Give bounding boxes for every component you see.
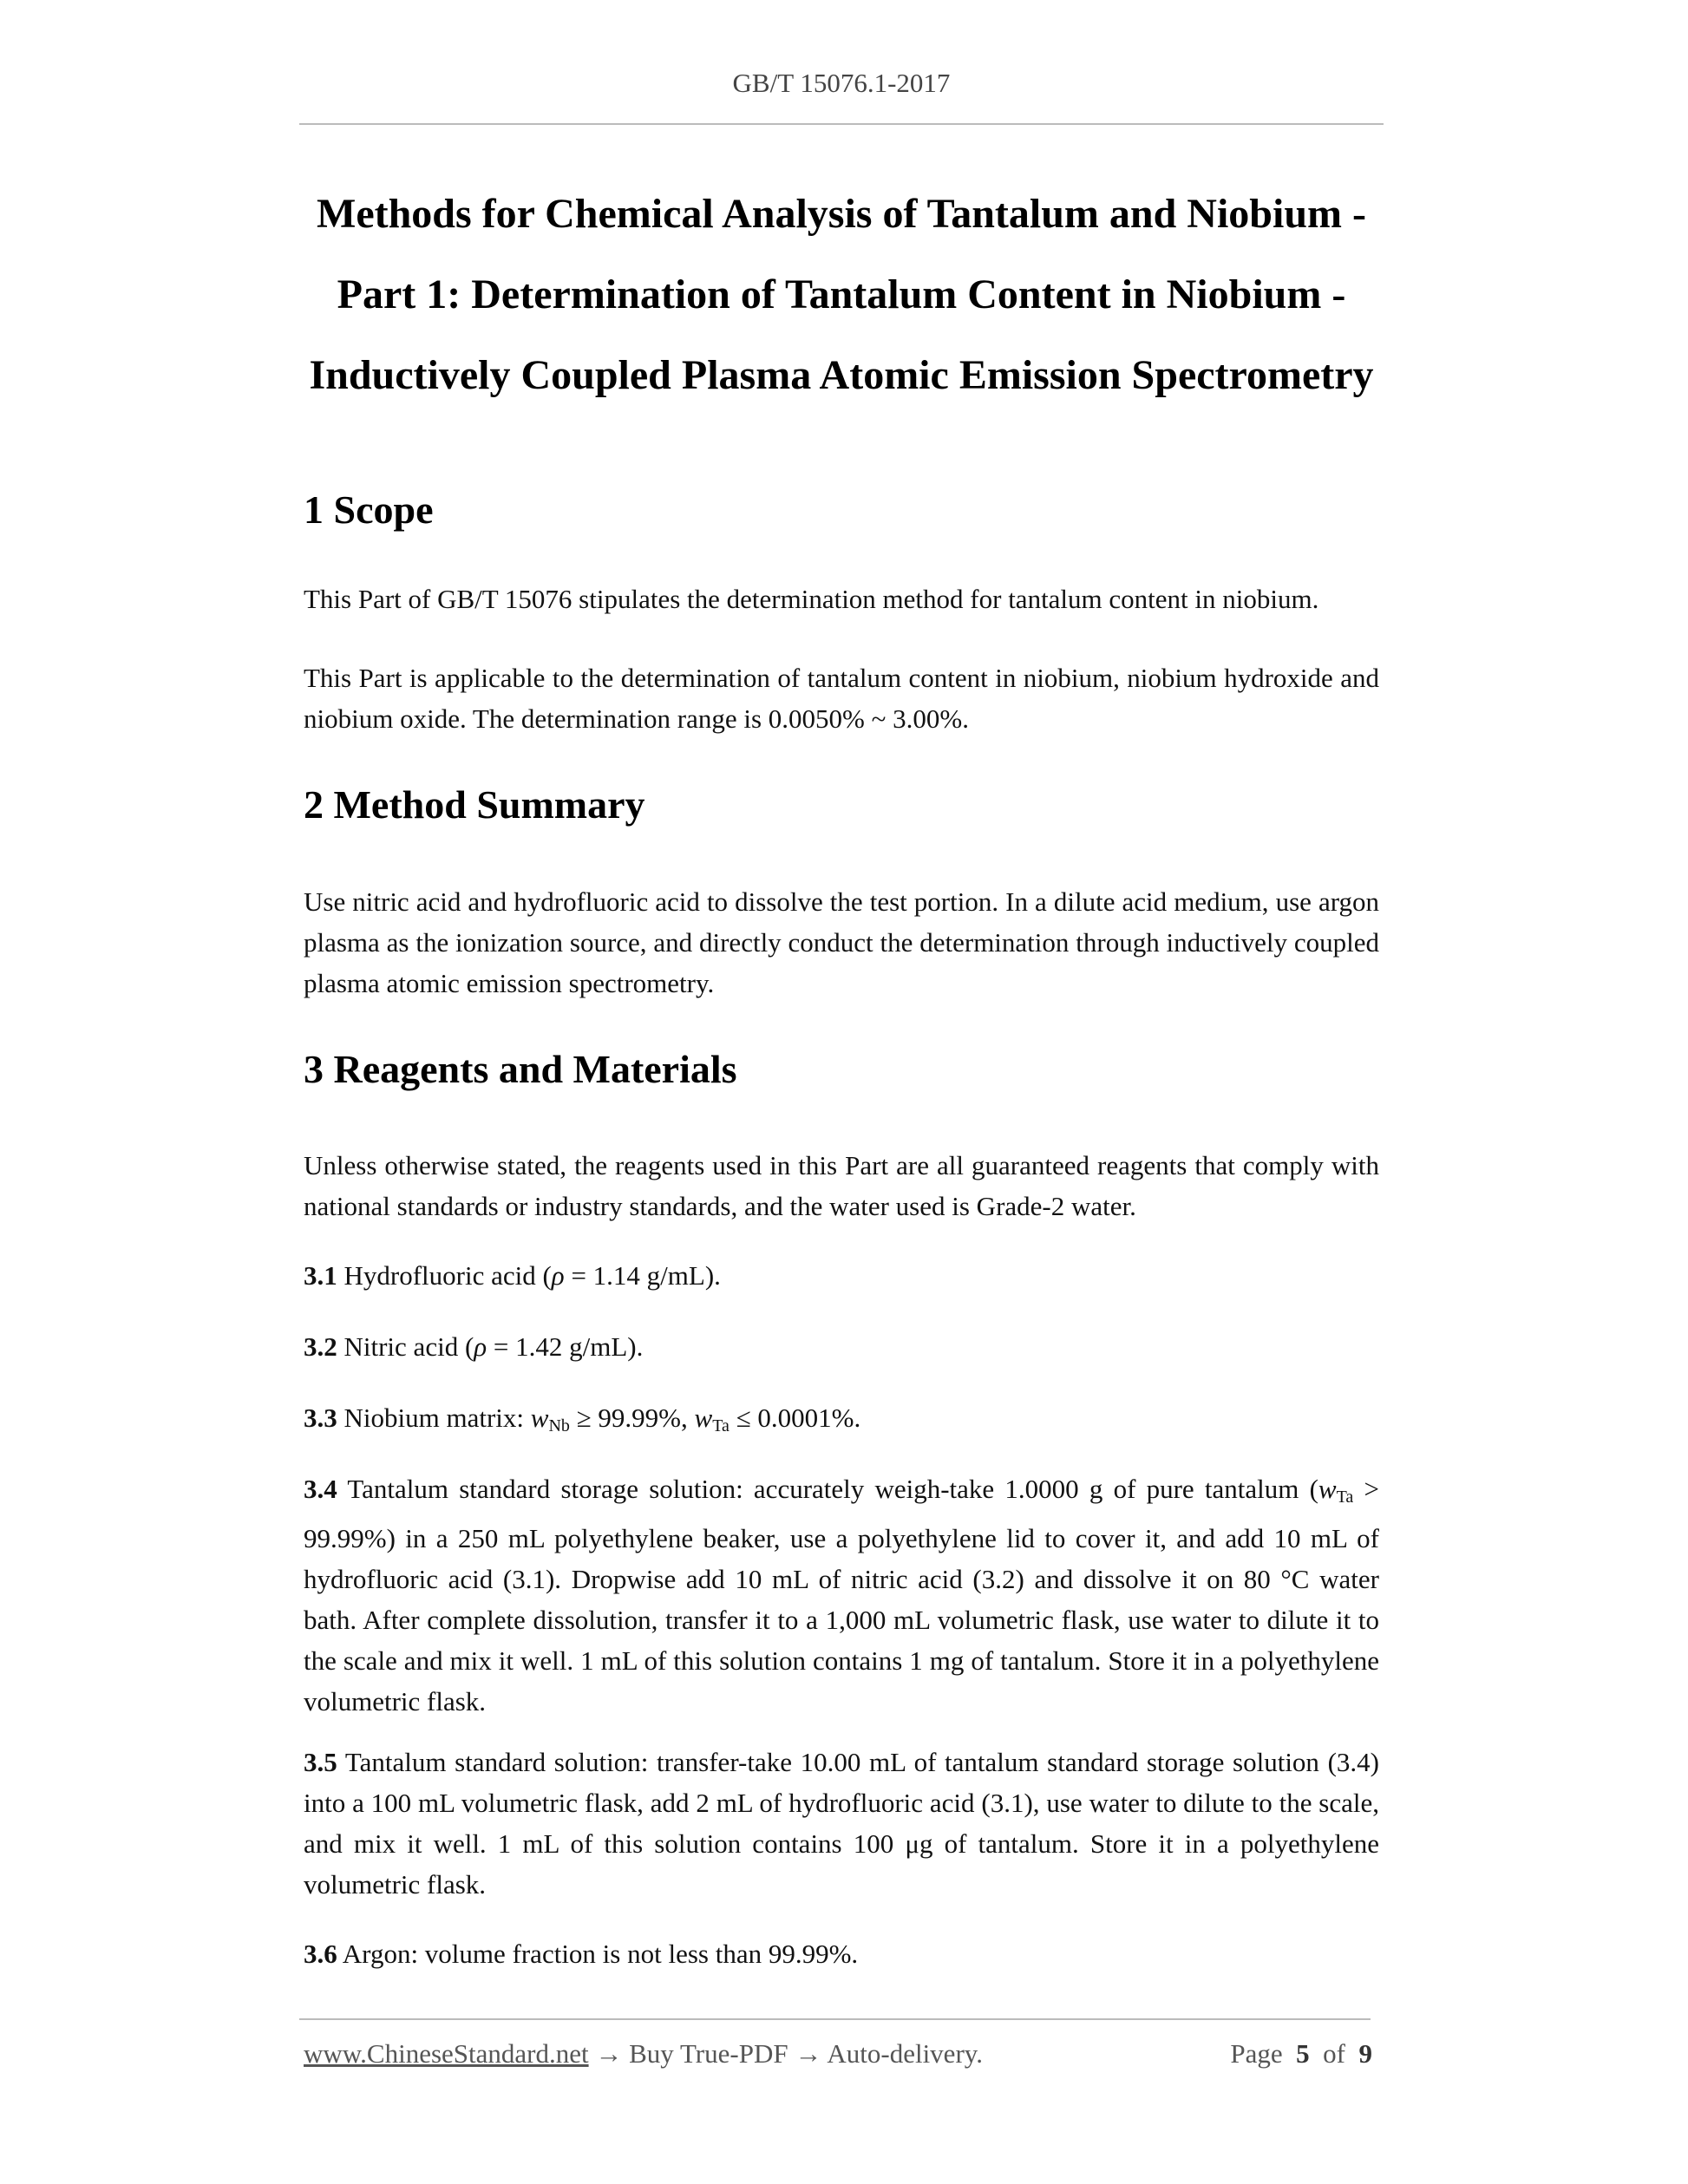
reagents-intro-paragraph: Unless otherwise stated, the reagents used in this Part are all guaranteed reagents that comply with national standards or industry standards, and the water used is Grade-2 water. xyxy=(304,1150,1379,1221)
reagent-number: 3.6 xyxy=(304,1939,337,1969)
reagent-number: 3.1 xyxy=(304,1260,337,1291)
rho-symbol: ρ xyxy=(474,1331,487,1362)
reagent-item-3-5: 3.5 Tantalum standard solution: transfer-take 10.00 mL of tantalum standard storage solution (3.4) into a 100 mL volumetric flask, add 2 mL of hydrofluoric acid (3.1), use water to dilute to the scale, and mix it well. 1 mL of this solution contains 100 μg of tantalum. Store it in a polyethylene volumetric flask. xyxy=(304,1747,1379,1900)
scope-paragraph-1: This Part of GB/T 15076 stipulates the determination method for tantalum content in niobium. xyxy=(304,584,1319,614)
total-pages-number: 9 xyxy=(1358,2038,1372,2069)
reagent-number: 3.2 xyxy=(304,1331,337,1362)
reagent-item-3-2: 3.2 Nitric acid (ρ = 1.42 g/mL). xyxy=(304,1331,644,1362)
page-header-standard-code: GB/T 15076.1-2017 xyxy=(732,68,951,98)
scope-paragraph-2: This Part is applicable to the determination of tantalum content in niobium, niobium hydroxide and niobium oxide. The determination range is 0.0050% ~ 3.00%. xyxy=(304,663,1379,734)
reagent-item-3-6: 3.6 Argon: volume fraction is not less than 99.99%. xyxy=(304,1939,859,1969)
reagent-item-3-4: 3.4 Tantalum standard storage solution: accurately weigh-take 1.0000 g of pure tantalum $(w_{Ta} > 99.99\%)$ in a 250 mL polyethylene beaker, use a polyethylene lid to cover it, and add 10 mL of hydrofluoric acid (3.1). Dropwise add 10 mL of nitric acid (3.2) and dissolve it on 80 °C water bath. After complete dissolution, transfer it to a 1,000 mL volumetric flask, use water to dilute it to the scale and mix it well. 1 mL of this solution contains 1 mg of tantalum. Store it in a polyethylene volumetric flask. xyxy=(304,1474,1379,1716)
footer-divider xyxy=(299,2018,1371,2020)
footer-promo-text: → Buy True-PDF → Auto-delivery. xyxy=(588,2038,983,2069)
title-line-1: Methods for Chemical Analysis of Tantalum and Niobium - xyxy=(317,191,1366,237)
document-title xyxy=(299,173,1384,415)
current-page-number: 5 xyxy=(1296,2038,1310,2069)
section-heading-reagents: 3 Reagents and Materials xyxy=(304,1047,737,1091)
reagent-item-3-3: 3.3 Niobium matrix: $w_{Nb} \ge 99.99\%$, $w_{Ta} \le 0.0001\%$. xyxy=(304,1403,861,1435)
reagent-item-3-1: 3.1 Hydrofluoric acid (ρ = 1.14 g/mL). xyxy=(304,1260,721,1291)
reagent-number: 3.4 xyxy=(304,1474,337,1504)
title-line-3: Inductively Coupled Plasma Atomic Emission Spectrometry xyxy=(309,352,1374,398)
website-link[interactable]: www.ChineseStandard.net xyxy=(304,2038,589,2069)
title-line-2: Part 1: Determination of Tantalum Content in Niobium - xyxy=(337,271,1346,317)
reagent-number: 3.5 xyxy=(304,1747,337,1777)
reagent-number: 3.3 xyxy=(304,1403,337,1433)
rho-symbol: ρ xyxy=(551,1260,565,1291)
page-indicator: Page 5 of 9 xyxy=(1230,2038,1372,2069)
section-heading-scope: 1 Scope xyxy=(304,487,434,532)
section-heading-method-summary: 2 Method Summary xyxy=(304,782,645,827)
header-divider xyxy=(299,123,1384,125)
method-summary-paragraph: Use nitric acid and hydrofluoric acid to dissolve the test portion. In a dilute acid medium, use argon plasma as the ionization source, and directly conduct the determination through inductively coupled plasma atomic emission spectrometry. xyxy=(304,886,1379,998)
footer-promo xyxy=(304,2038,983,2070)
